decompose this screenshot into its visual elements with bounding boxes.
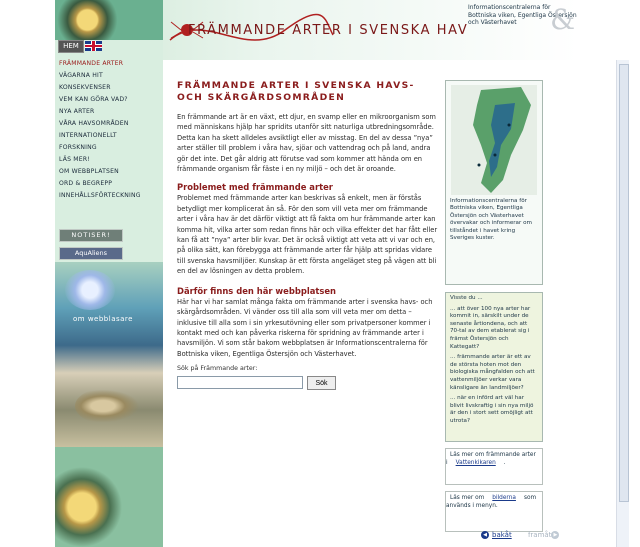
forward-link: framåt <box>527 531 552 539</box>
photo-collage <box>55 262 163 447</box>
section-heading-problem: Problemet med främmande arter <box>177 182 333 193</box>
nav-item-vagarna-hit[interactable]: VÄGARNA HIT <box>59 72 103 79</box>
intro-paragraph: En främmande art är en växt, ett djur, en svamp eller en mikroorganism som med människans hjälp har spridits utanför sitt naturliga utbredningsområde. Detta kan ha skett alldeles avsiktligt eller av misstag. En del av dessa ”nya” arter ställer till problem i våra hav, sjöar och vattendrag och på land, andra gör det inte. Det går aldrig att förutse vad som kommer att hända om en främmande organism får fäste i en ny miljö – och det är oroande. <box>177 113 436 174</box>
nav-item-internationellt[interactable]: INTERNATIONELLT <box>59 132 117 139</box>
facts-panel <box>445 292 543 442</box>
info-box-bilderna <box>445 491 543 532</box>
info-box-vattenkikaren <box>445 448 543 485</box>
uk-flag-icon[interactable] <box>85 41 102 51</box>
search-label: Sök på Främmande arter: <box>177 365 258 373</box>
home-button[interactable]: HEM <box>58 40 84 53</box>
header-photo <box>55 0 163 40</box>
site-title: FRÄMMANDE ARTER I SVENSKA HAV <box>188 23 469 38</box>
jellyfish-photo <box>65 270 115 310</box>
aqualiens-button[interactable]: AquAliens <box>59 247 123 260</box>
nav-item-innehallsforteckning[interactable]: INNEHÅLLSFÖRTECKNING <box>59 192 141 199</box>
info-text: Läs mer om främmande arter i <box>446 452 536 466</box>
right-sidebar <box>445 80 544 532</box>
map-panel <box>445 80 543 285</box>
sweden-map-icon <box>451 85 537 195</box>
main-content <box>177 80 439 390</box>
collage-label: om webblasare <box>73 315 133 323</box>
footer-photo <box>55 447 163 547</box>
nav-item-frammande-arter[interactable]: FRÄMMANDE ARTER <box>59 60 124 67</box>
section-heading-why: Därför finns den här webbplatsen <box>177 285 336 296</box>
org-badge <box>468 4 578 52</box>
org-name: Informationscentralerna för Bottniska viken, Egentliga Östersjön och Västerhavet <box>468 4 577 26</box>
info-text-end: . <box>503 460 506 466</box>
fact-item: ... när en införd art väl har blivit livskraftig i sin nya miljö är den i stort sett omöjligt att utrota? <box>450 395 534 424</box>
nav-item-forskning[interactable]: FORSKNING <box>59 144 97 151</box>
page <box>55 0 578 547</box>
back-arrow-icon[interactable]: ◀ <box>481 531 489 539</box>
info-text-end: som används i menyn. <box>446 495 537 509</box>
scrollbar-thumb[interactable] <box>619 64 629 502</box>
info-text: Läs mer om <box>450 495 485 501</box>
back-link[interactable]: bakåt <box>492 531 512 539</box>
vertical-scrollbar[interactable] <box>616 60 629 547</box>
search-button[interactable]: Sök <box>307 376 336 390</box>
org-symbol: & <box>550 3 575 36</box>
fact-item: ... främmande arter är ett av de största hoten mot den biologiska mångfalden och att vattenmiljöer verkar vara känsligare än landmiljöer? <box>450 354 535 391</box>
bilderna-link[interactable]: bilderna <box>492 495 516 501</box>
nav-item-ord-begrepp[interactable]: ORD & BEGREPP <box>59 180 113 187</box>
search-input[interactable] <box>177 376 303 389</box>
why-paragraph: Här har vi har samlat många fakta om främmande arter i svenska havs- och skärgårdsområden. Vi vänder oss till alla som vill veta mer om detta – inklusive till alla som i sin yrkesutövning eller som privatpersoner kommer i kontakt med och kan påverka riskerna för spridning av främmande arter i havsmiljön. Vi som står bakom webbplatsen är Informationscentralerna för Bottniska viken, Egentliga Östersjön och Västerhavet. <box>177 297 433 358</box>
notiser-button[interactable]: NOTISER! <box>59 229 123 242</box>
page-title: FRÄMMANDE ARTER I SVENSKA HAVS- OCH SKÄRGÅRDSOMRÅDEN <box>177 80 415 103</box>
left-column <box>55 0 163 547</box>
problem-paragraph: Problemet med främmande arter kan beskrivas så enkelt, men är förstås betydligt mer komplicerat än så. För den som vill veta mer om främmande arter i våra hav är det därför viktigt att få fakta om hur främmande arter kan komma hit, vilka arter som redan finns här och vilka effekter det har fått eller kan få att ”nya” arter blir kvar. Det är också viktigt att veta att vi var och en, på olika sätt, kan förebygga att främmande arter får hjälp att spridas vidare till svenska havsmiljöer. Kunskap är ett första angeläget steg på vägen att bli en del av lösningen av detta problem. <box>177 194 438 276</box>
nav-item-konsekvenser[interactable]: KONSEKVENSER <box>59 84 111 91</box>
map-caption: Informationscentralerna för Bottniska viken, Egentliga Östersjön och Västerhavet övervakar och informerar om tillståndet i havet kring Sveriges kuster. <box>450 198 532 242</box>
nav-item-vara-havsomraden[interactable]: VÅRA HAVSOMRÅDEN <box>59 120 129 127</box>
nav-item-vem-kan-gora-vad[interactable]: VEM KAN GÖRA VAD? <box>59 96 128 103</box>
vattenkikaren-link[interactable]: Vattenkikaren <box>455 460 496 466</box>
fish-photo <box>75 387 145 425</box>
fact-item: ... att över 100 nya arter har kommit in, särskilt under de senaste årtiondena, och att 70-tal av dem etablerat sig i främst Östersjön och Kattegatt? <box>450 305 531 350</box>
main-navigation <box>55 58 163 202</box>
search-form <box>177 376 439 390</box>
page-navigation <box>481 531 562 539</box>
nav-item-las-mer[interactable]: LÄS MER! <box>59 156 90 163</box>
forward-arrow-icon: ▶ <box>551 531 559 539</box>
nav-item-om-webbplatsen[interactable]: OM WEBBPLATSEN <box>59 168 119 175</box>
nav-item-nya-arter[interactable]: NYA ARTER <box>59 108 95 115</box>
facts-title: Visste du ... <box>450 295 483 301</box>
